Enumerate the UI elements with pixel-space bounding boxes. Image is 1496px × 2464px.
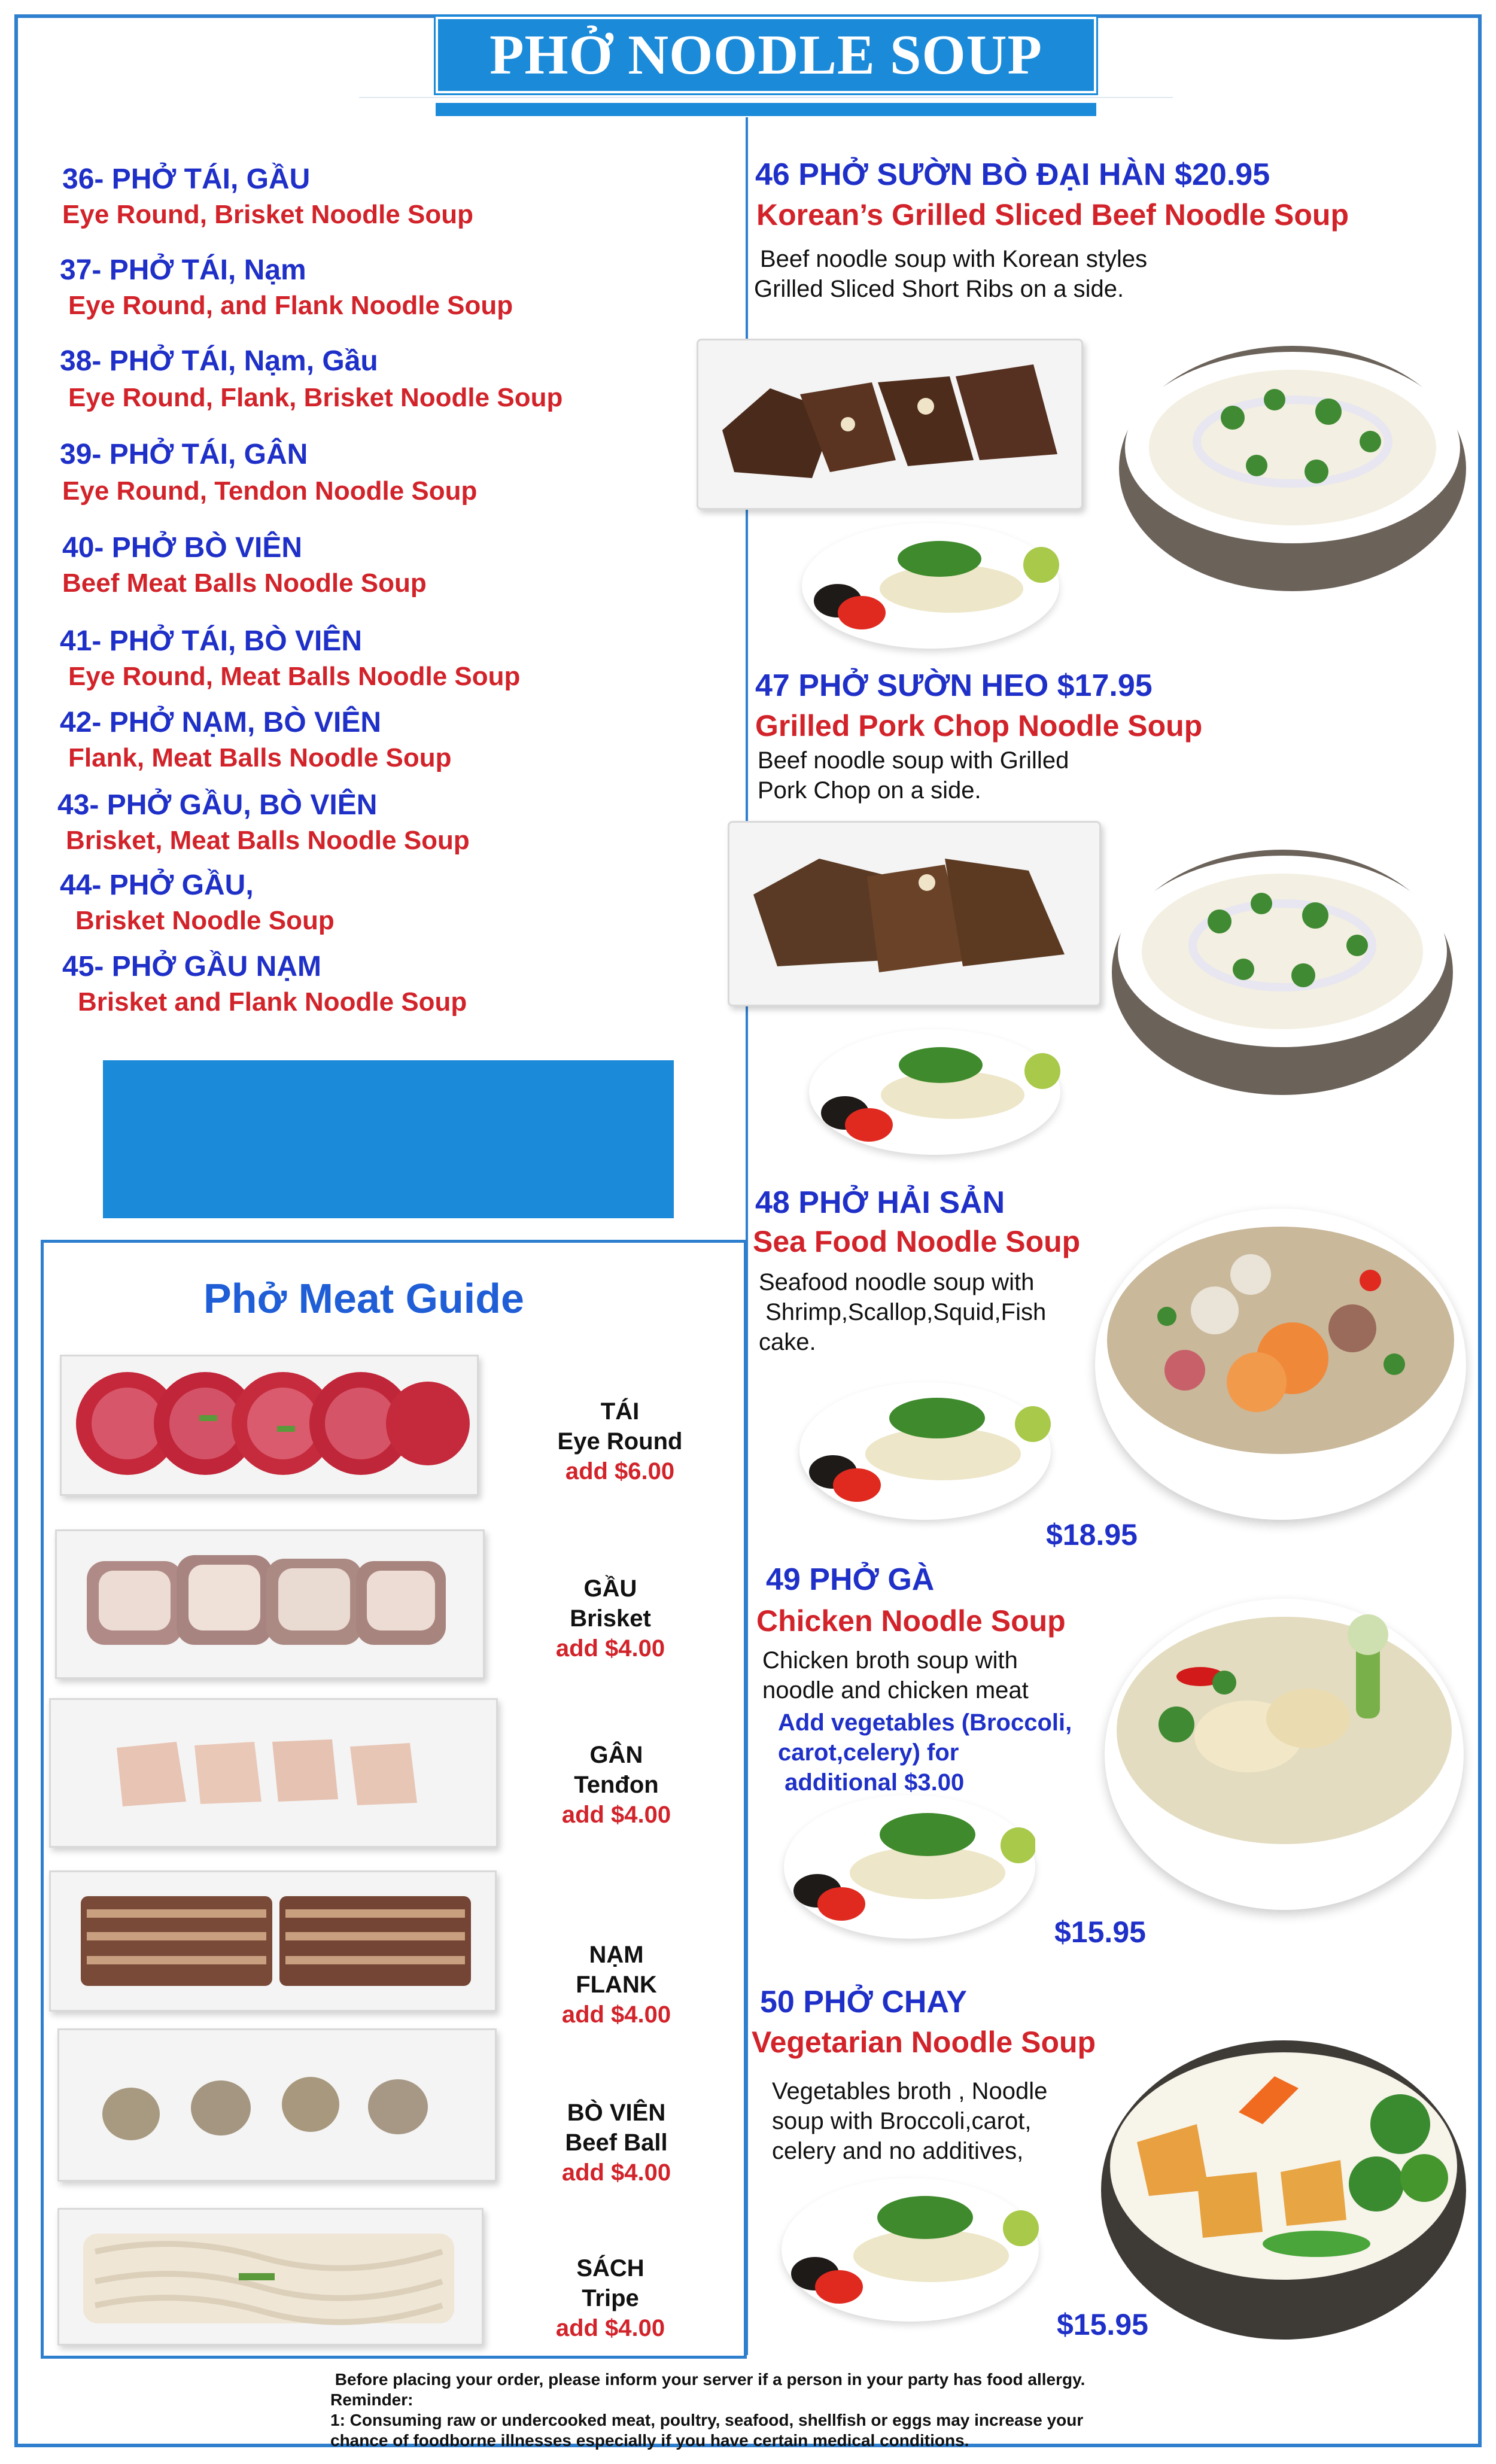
gau-plate-image <box>55 1529 485 1679</box>
menu-item-46-subtitle: Korean’s Grilled Sliced Beef Noodle Soup <box>756 198 1349 232</box>
menu-item-44-name: 44- PHỞ GẦU, <box>60 869 254 901</box>
gau-label <box>533 1574 688 1663</box>
menu-item-50-desc-1: Vegetables broth , Noodle <box>772 2078 1048 2104</box>
menu-item-36-desc: Eye Round, Brisket Noodle Soup <box>62 200 473 229</box>
sach-label <box>533 2253 688 2343</box>
menu-item-36-name: 36- PHỞ TÁI, GẦU <box>62 163 311 195</box>
side-herbs-50-image <box>782 2178 1039 2322</box>
menu-item-49-note-2: carot,celery) for <box>778 1739 959 1766</box>
menu-item-45-desc: Brisket and Flank Noodle Soup <box>78 987 467 1017</box>
menu-item-38-desc: Eye Round, Flank, Brisket Noodle Soup <box>68 383 563 412</box>
side-herbs-49-image <box>784 1795 1035 1939</box>
menu-item-42-desc: Flank, Meat Balls Noodle Soup <box>68 743 452 772</box>
menu-item-45-name: 45- PHỞ GẦU NẠM <box>62 951 321 982</box>
menu-item-41-desc: Eye Round, Meat Balls Noodle Soup <box>68 662 521 691</box>
menu-item-50-name: 50 PHỞ CHAY <box>760 1985 967 2019</box>
tai-label <box>542 1397 698 1486</box>
menu-item-49-price: $15.95 <box>1054 1915 1146 1949</box>
pho-46-bowl-image <box>1119 346 1466 591</box>
side-herbs-48-image <box>799 1382 1051 1520</box>
menu-item-49-subtitle: Chicken Noodle Soup <box>756 1604 1066 1638</box>
footer-line-2: Reminder: <box>330 2390 413 2409</box>
menu-item-46-name: 46 PHỞ SƯỜN BÒ ĐẠI HÀN $20.95 <box>755 157 1270 192</box>
menu-item-41-name: 41- PHỞ TÁI, BÒ VIÊN <box>60 625 363 657</box>
menu-item-49-name: 49 PHỞ GÀ <box>766 1562 935 1597</box>
title-underline <box>436 103 1096 116</box>
tai-plate-image <box>60 1355 479 1496</box>
side-herbs-46-image <box>802 523 1059 649</box>
nam-price: add $4.00 <box>561 2001 671 2028</box>
nam-viet-name: NẠM <box>589 1942 644 1968</box>
bo-vien-label <box>539 2098 694 2188</box>
menu-item-48-subtitle: Sea Food Noodle Soup <box>753 1225 1081 1258</box>
bo-vien-price: add $4.00 <box>561 2159 671 2186</box>
menu-item-48-name: 48 PHỞ HẢI SẢN <box>755 1185 1005 1220</box>
menu-item-47-desc-1: Beef noodle soup with Grilled <box>758 747 1069 774</box>
blue-banner-box <box>103 1060 674 1218</box>
menu-item-49-desc-2: noodle and chicken meat <box>762 1677 1029 1703</box>
tai-eng-name: Eye Round <box>557 1428 683 1455</box>
bo-vien-plate-image <box>57 2028 497 2182</box>
menu-item-48-desc-3: cake. <box>759 1329 816 1355</box>
nam-eng-name: FLANK <box>576 1972 657 1998</box>
menu-item-49-note-3: additional $3.00 <box>778 1769 965 1796</box>
nam-plate-image <box>49 1870 497 2012</box>
sach-viet-name: SÁCH <box>576 2255 644 2282</box>
menu-item-47-name: 47 PHỞ SƯỜN HEO $17.95 <box>755 668 1153 703</box>
menu-item-44-desc: Brisket Noodle Soup <box>75 906 335 935</box>
footer-line-1: Before placing your order, please inform your server if a person in your party has food allergy. <box>330 2370 1085 2389</box>
gau-price: add $4.00 <box>555 1635 665 1662</box>
menu-item-47-subtitle: Grilled Pork Chop Noodle Soup <box>755 709 1203 743</box>
footer-line-3: 1: Consuming raw or undercooked meat, poultry, seafood, shellfish or eggs may increase your <box>330 2411 1084 2429</box>
menu-item-38-name: 38- PHỞ TÁI, Nạm, Gầu <box>60 345 378 377</box>
footer-line-4: chance of foodborne illnesses especially if you have certain medical conditions. <box>330 2431 969 2450</box>
menu-item-42-name: 42- PHỞ NẠM, BÒ VIÊN <box>60 707 382 738</box>
menu-item-48-desc-2: Shrimp,Scallop,Squid,Fish <box>759 1299 1047 1325</box>
gan-viet-name: GÂN <box>589 1742 643 1768</box>
vegetarian-bowl-image <box>1101 2040 1466 2340</box>
bo-vien-viet-name: BÒ VIÊN <box>567 2100 666 2126</box>
menu-item-46-desc-1: Beef noodle soup with Korean styles <box>760 246 1148 272</box>
menu-item-39-name: 39- PHỞ TÁI, GÂN <box>60 439 308 470</box>
tai-viet-name: TÁI <box>600 1398 640 1425</box>
seafood-bowl-image <box>1095 1209 1466 1520</box>
gau-eng-name: Brisket <box>570 1605 651 1632</box>
title-banner <box>436 17 1096 93</box>
gau-viet-name: GẦU <box>583 1575 637 1602</box>
sach-plate-image <box>57 2208 484 2346</box>
gan-plate-image <box>49 1698 498 1848</box>
pho-47-bowl-image <box>1112 850 1453 1095</box>
tai-price: add $6.00 <box>565 1458 675 1485</box>
menu-item-50-price: $15.95 <box>1057 2308 1148 2341</box>
menu-item-43-name: 43- PHỞ GẦU, BÒ VIÊN <box>57 789 378 821</box>
side-herbs-47-image <box>809 1029 1060 1155</box>
menu-item-46-desc-2: Grilled Sliced Short Ribs on a side. <box>754 276 1124 302</box>
menu-item-50-subtitle: Vegetarian Noodle Soup <box>752 2025 1096 2059</box>
chicken-bowl-image <box>1105 1599 1464 1910</box>
menu-item-49-desc-1: Chicken broth soup with <box>762 1647 1018 1674</box>
korean-ribs-image <box>697 339 1083 510</box>
sach-price: add $4.00 <box>555 2315 665 2341</box>
menu-item-48-price: $18.95 <box>1046 1518 1138 1552</box>
bo-vien-eng-name: Beef Ball <box>565 2130 668 2156</box>
pork-chop-image <box>728 821 1101 1006</box>
menu-item-50-desc-3: celery and no additives, <box>772 2138 1024 2164</box>
meat-guide-title: Phở Meat Guide <box>203 1275 524 1322</box>
allergy-footer <box>330 2369 1300 2451</box>
page-title: PHỞ NOODLE SOUP <box>489 24 1042 86</box>
gan-price: add $4.00 <box>561 1802 671 1828</box>
nam-label <box>539 1940 694 2030</box>
menu-item-37-desc: Eye Round, and Flank Noodle Soup <box>68 291 513 320</box>
menu-item-39-desc: Eye Round, Tendon Noodle Soup <box>62 476 478 506</box>
menu-item-49-note-1: Add vegetables (Broccoli, <box>778 1709 1072 1736</box>
sach-eng-name: Tripe <box>582 2285 639 2311</box>
menu-item-48-desc-1: Seafood noodle soup with <box>759 1269 1035 1295</box>
gan-label <box>539 1740 694 1830</box>
menu-item-37-name: 37- PHỞ TÁI, Nạm <box>60 254 306 286</box>
menu-item-43-desc: Brisket, Meat Balls Noodle Soup <box>66 826 470 855</box>
gan-eng-name: Tenđon <box>574 1772 659 1798</box>
menu-item-40-name: 40- PHỞ BÒ VIÊN <box>62 532 303 564</box>
menu-item-50-desc-2: soup with Broccoli,carot, <box>772 2108 1032 2134</box>
menu-item-40-desc: Beef Meat Balls Noodle Soup <box>62 568 427 598</box>
menu-item-47-desc-2: Pork Chop on a side. <box>758 777 981 804</box>
title-divider <box>359 97 1173 98</box>
